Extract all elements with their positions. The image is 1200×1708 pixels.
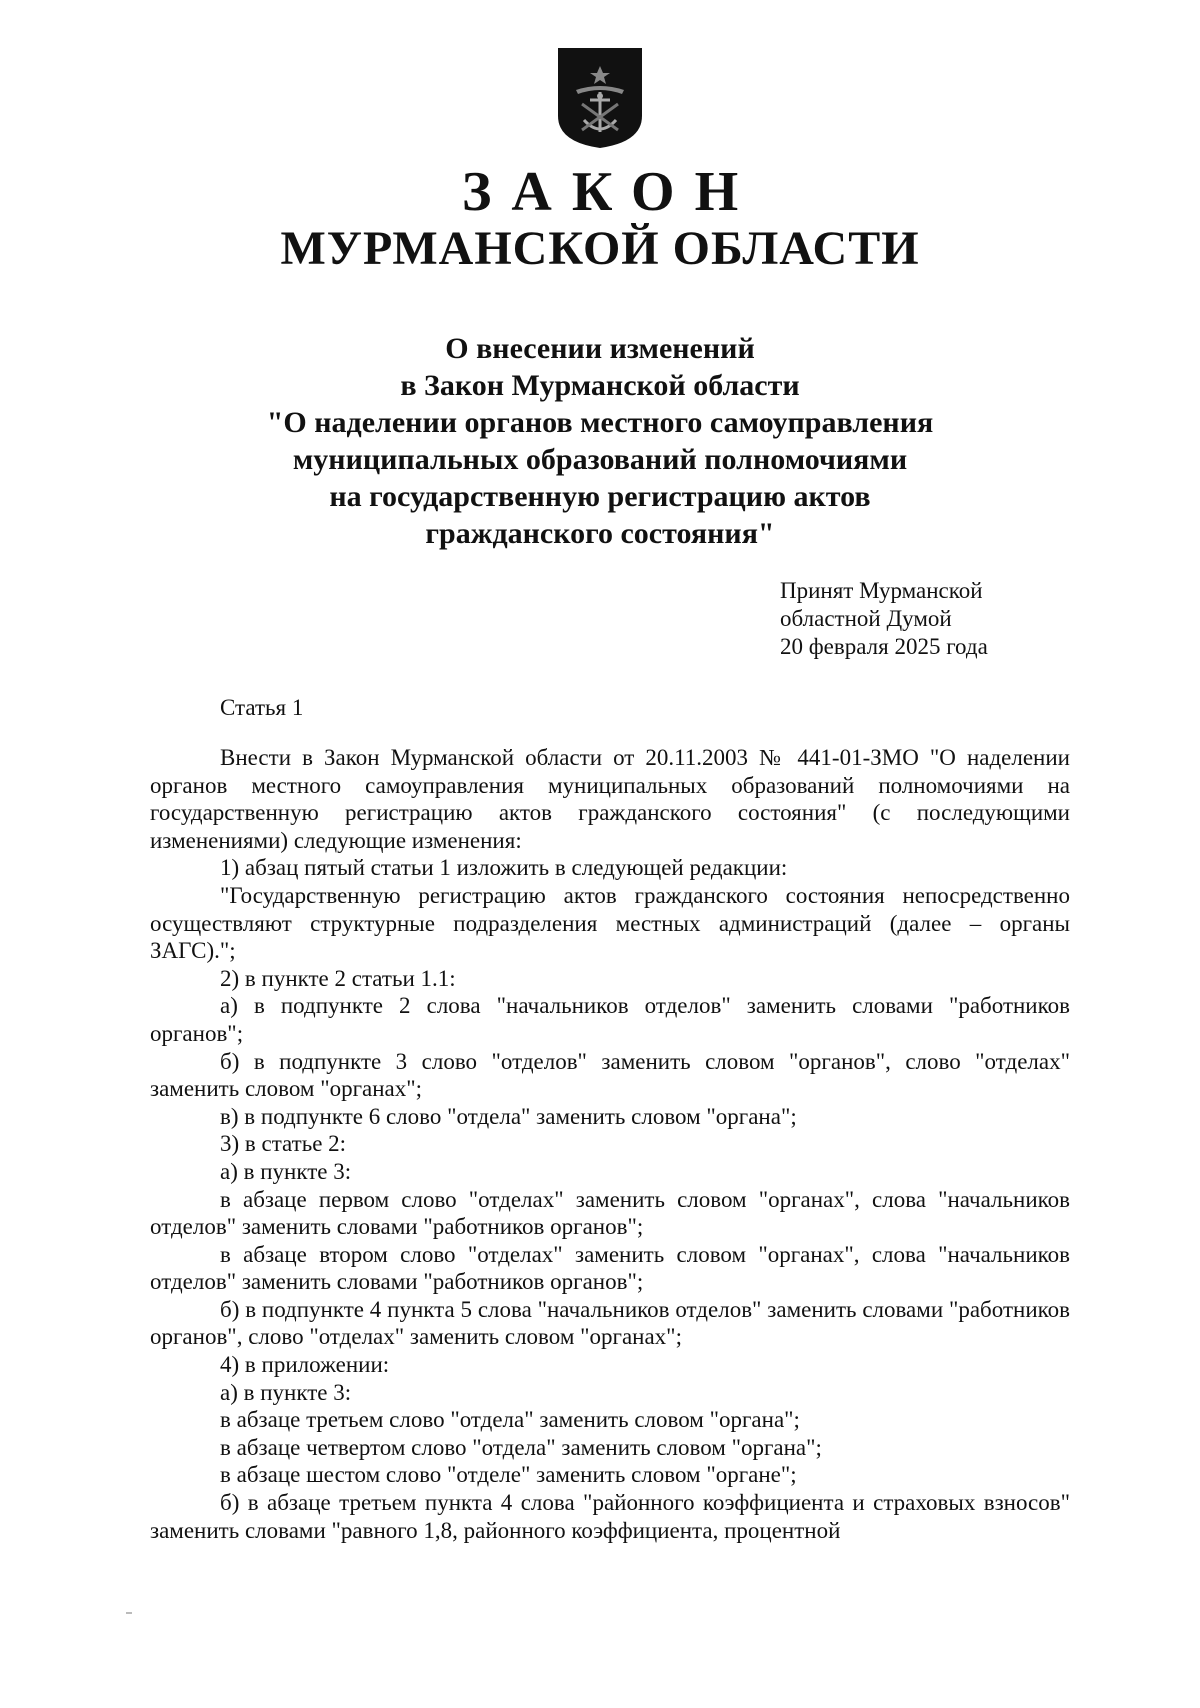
paragraph: б) в абзаце третьем пункта 4 слова "районного коэффициента и страховых взносов" заменить словами "равного 1,8, районного коэффициента, процентной <box>150 1490 1070 1543</box>
paragraph: 4) в приложении: <box>220 1352 390 1378</box>
region-heading: МУРМАНСКОЙ ОБЛАСТИ <box>280 222 920 275</box>
paragraph: б) в подпункте 3 слово "отделов" заменить словом "органов", слово "отделах" заменить словом "органах"; <box>150 1048 1070 1102</box>
paragraph: в абзаце четвертом слово "отдела" заменить словом "органа"; <box>220 1434 822 1460</box>
paragraph: Внести в Закон Мурманской области от 20.11.2003 № 441-01-ЗМО "О наделении органов местного самоуправления муниципальных образований полномочиями на государственную регистрацию актов гражданского состояния" (с последующими изменениями) следующие изменения: <box>150 745 1070 853</box>
subtitle-line: гражданского состояния" <box>425 517 775 550</box>
paragraph: 2) в пункте 2 статьи 1.1: <box>220 965 456 991</box>
paragraph: в абзаце третьем слово "отдела" заменить словом "органа"; <box>220 1407 800 1433</box>
scan-artifact <box>126 1612 132 1614</box>
adoption-note <box>780 577 988 661</box>
paragraph: 1) абзац пятый статьи 1 изложить в следующей редакции: <box>220 855 788 881</box>
paragraph: а) в пункте 3: <box>220 1379 352 1405</box>
adoption-line: Принят Мурманской <box>780 578 983 603</box>
paragraph: в абзаце втором слово "отделах" заменить словом "органах", слова "начальников отделов" заменить словами "работников органов"; <box>150 1241 1070 1295</box>
subtitle-line: О внесении изменений <box>445 332 755 365</box>
subtitle-line: на государственную регистрацию актов <box>329 480 871 513</box>
paragraph: а) в пункте 3: <box>220 1158 352 1184</box>
paragraph: в абзаце шестом слово "отделе" заменить словом "органе"; <box>220 1462 797 1488</box>
subtitle-line: "О наделении органов местного самоуправления <box>266 406 934 439</box>
paragraph: в абзаце первом слово "отделах" заменить словом "органах", слова "начальников отделов" заменить словами "работников органов"; <box>150 1186 1070 1240</box>
article-body <box>150 744 1070 1544</box>
law-subtitle <box>100 330 1100 552</box>
subtitle-line: в Закон Мурманской области <box>400 369 800 402</box>
adoption-line: областной Думой <box>780 606 952 631</box>
paragraph: 3) в статье 2: <box>220 1131 347 1157</box>
paragraph: б) в подпункте 4 пункта 5 слова "начальников отделов" заменить словами "работников органов", слово "отделах" заменить словом "органах"; <box>150 1296 1070 1350</box>
adoption-date: 20 февраля 2025 года <box>780 634 988 659</box>
coat-of-arms-murmansk-region-icon <box>556 46 644 150</box>
paragraph: в) в подпункте 6 слово "отдела" заменить словом "органа"; <box>220 1103 797 1129</box>
law-type-heading: ЗАКОН <box>461 161 759 223</box>
paragraph: а) в подпункте 2 слова "начальников отделов" заменить словами "работников органов"; <box>150 993 1070 1046</box>
subtitle-line: муниципальных образований полномочиями <box>292 443 908 476</box>
article-heading: Статья 1 <box>220 695 304 720</box>
paragraph: "Государственную регистрацию актов гражданского состояния непосредственно осуществляют структурные подразделения местных администраций (далее – органы ЗАГС)."; <box>150 882 1070 964</box>
